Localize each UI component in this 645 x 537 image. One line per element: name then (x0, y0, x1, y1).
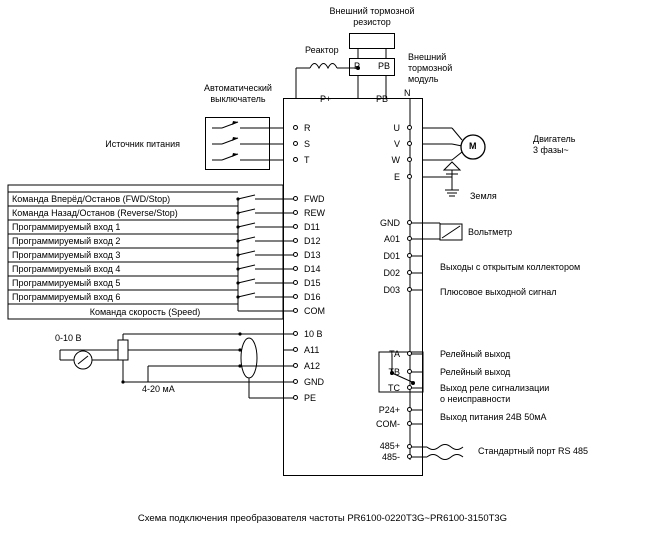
label-voltmeter: Вольтметр (468, 227, 513, 237)
label-prog-in-6: Программируемый вход 6 (12, 292, 121, 302)
terminal-V (407, 141, 412, 146)
label-rev-stop: Команда Назад/Останов (Reverse/Stop) (12, 208, 178, 218)
terminal-485minus (407, 454, 412, 459)
label-open-collector-outputs: Выходы с открытым коллектором (440, 262, 581, 272)
terminal-label-D03: D03 (383, 285, 400, 295)
terminal-label-TA: TA (389, 349, 400, 359)
terminal-label-GND-analog: GND (304, 377, 324, 387)
terminal-D01 (407, 253, 412, 258)
terminal-PE (293, 395, 298, 400)
label-power-out-24v: Выход питания 24В 50мА (440, 412, 547, 422)
terminal-label-10V: 10 В (304, 329, 323, 339)
terminal-label-TB: TB (388, 367, 400, 377)
terminal-A11 (293, 347, 298, 352)
terminal-D14 (293, 266, 298, 271)
label-speed-cmd: Команда скорость (Speed) (89, 307, 201, 317)
terminal-A01 (407, 236, 412, 241)
terminal-label-REW: REW (304, 208, 325, 218)
terminal-label-D01: D01 (383, 251, 400, 261)
label-ground: Земля (470, 191, 497, 201)
label-volt-range: 0-10 В (55, 333, 82, 343)
label-prog-in-5: Программируемый вход 5 (12, 278, 121, 288)
terminal-TA (407, 351, 412, 356)
label-brake-module: Внешний тормозной модуль (408, 52, 453, 84)
terminal-W (407, 157, 412, 162)
terminal-FWD (293, 196, 298, 201)
terminal-label-GND-out: GND (380, 218, 400, 228)
terminal-REW (293, 210, 298, 215)
label-auto-switch: Автоматический выключатель (204, 83, 272, 104)
terminal-label-D16: D16 (304, 292, 321, 302)
label-plus-output-signal: Плюсовое выходной сигнал (440, 287, 557, 297)
terminal-U (407, 125, 412, 130)
terminal-label-W: W (391, 155, 400, 165)
terminal-D15 (293, 280, 298, 285)
label-pb-top: PB (376, 94, 389, 104)
label-power-source: Источник питания (105, 139, 180, 149)
terminal-label-485minus: 485- (381, 452, 400, 462)
terminal-label-COM-minus: COM- (376, 419, 400, 429)
label-relay-fault: Выход реле сигнализации о неисправности (440, 383, 550, 404)
terminal-D11 (293, 224, 298, 229)
terminal-label-E: E (393, 172, 400, 182)
terminal-P24 (407, 407, 412, 412)
terminal-label-A01: A01 (383, 234, 400, 244)
terminal-label-D13: D13 (304, 250, 321, 260)
terminal-label-D14: D14 (304, 264, 321, 274)
label-relay-out-tb: Релейный выход (440, 367, 511, 377)
terminal-D03 (407, 287, 412, 292)
terminal-COM- (407, 421, 412, 426)
terminal-label-R: R (304, 123, 311, 133)
label-rs485-port: Стандартный порт RS 485 (478, 446, 588, 456)
terminal-label-TC: TC (388, 383, 400, 393)
terminal-A12 (293, 363, 298, 368)
terminal-label-V: V (393, 139, 400, 149)
terminal-label-PE: PE (304, 393, 317, 403)
label-prog-in-2: Программируемый вход 2 (12, 236, 121, 246)
terminal-label-A11: A11 (304, 345, 320, 355)
diagram-caption: Схема подключения преобразователя частоты PR6100-0220T3G~PR6100-3150T3G (137, 513, 508, 524)
terminal-label-D15: D15 (304, 278, 321, 288)
terminal-E (407, 174, 412, 179)
label-prog-in-3: Программируемый вход 3 (12, 250, 121, 260)
label-p-plus: P+ (320, 94, 332, 104)
label-reactor: Реактор (305, 45, 339, 55)
terminal-S (293, 141, 298, 146)
label-n-top: N (404, 88, 411, 98)
terminal-D16 (293, 294, 298, 299)
terminal-COM (293, 308, 298, 313)
terminal-D02 (407, 270, 412, 275)
terminal-label-T: T (304, 155, 310, 165)
label-p-resistor: P (354, 61, 361, 71)
label-prog-in-4: Программируемый вход 4 (12, 264, 121, 274)
terminal-D12 (293, 238, 298, 243)
terminal-label-P24: P24+ (378, 405, 400, 415)
terminal-T (293, 157, 298, 162)
label-motor: Двигатель 3 фазы~ (533, 134, 576, 155)
label-fwd-stop: Команда Вперёд/Останов (FWD/Stop) (12, 194, 171, 204)
terminal-label-D11: D11 (304, 222, 320, 232)
label-current-range: 4-20 мА (142, 384, 175, 394)
terminal-D13 (293, 252, 298, 257)
terminal-label-S: S (304, 139, 311, 149)
terminal-GND-out (407, 220, 412, 225)
terminal-label-D12: D12 (304, 236, 321, 246)
terminal-label-U: U (393, 123, 400, 133)
terminal-TB (407, 369, 412, 374)
terminal-485plus (407, 444, 412, 449)
terminal-TC (407, 385, 412, 390)
terminal-R (293, 125, 298, 130)
terminal-label-FWD: FWD (304, 194, 325, 204)
label-relay-out-ta: Релейный выход (440, 349, 511, 359)
label-ext-brake-resistor: Внешний тормозной резистор (329, 6, 415, 27)
terminal-label-D02: D02 (383, 268, 400, 278)
label-prog-in-1: Программируемый вход 1 (12, 222, 121, 232)
motor-letter: M (469, 141, 477, 151)
label-pb-resistor: PB (378, 61, 391, 71)
terminal-label-COM: COM (304, 306, 325, 316)
terminal-label-485plus: 485+ (379, 441, 400, 451)
terminal-label-A12: A12 (304, 361, 321, 371)
terminal-GND-analog (293, 379, 298, 384)
terminal-10V (293, 331, 298, 336)
